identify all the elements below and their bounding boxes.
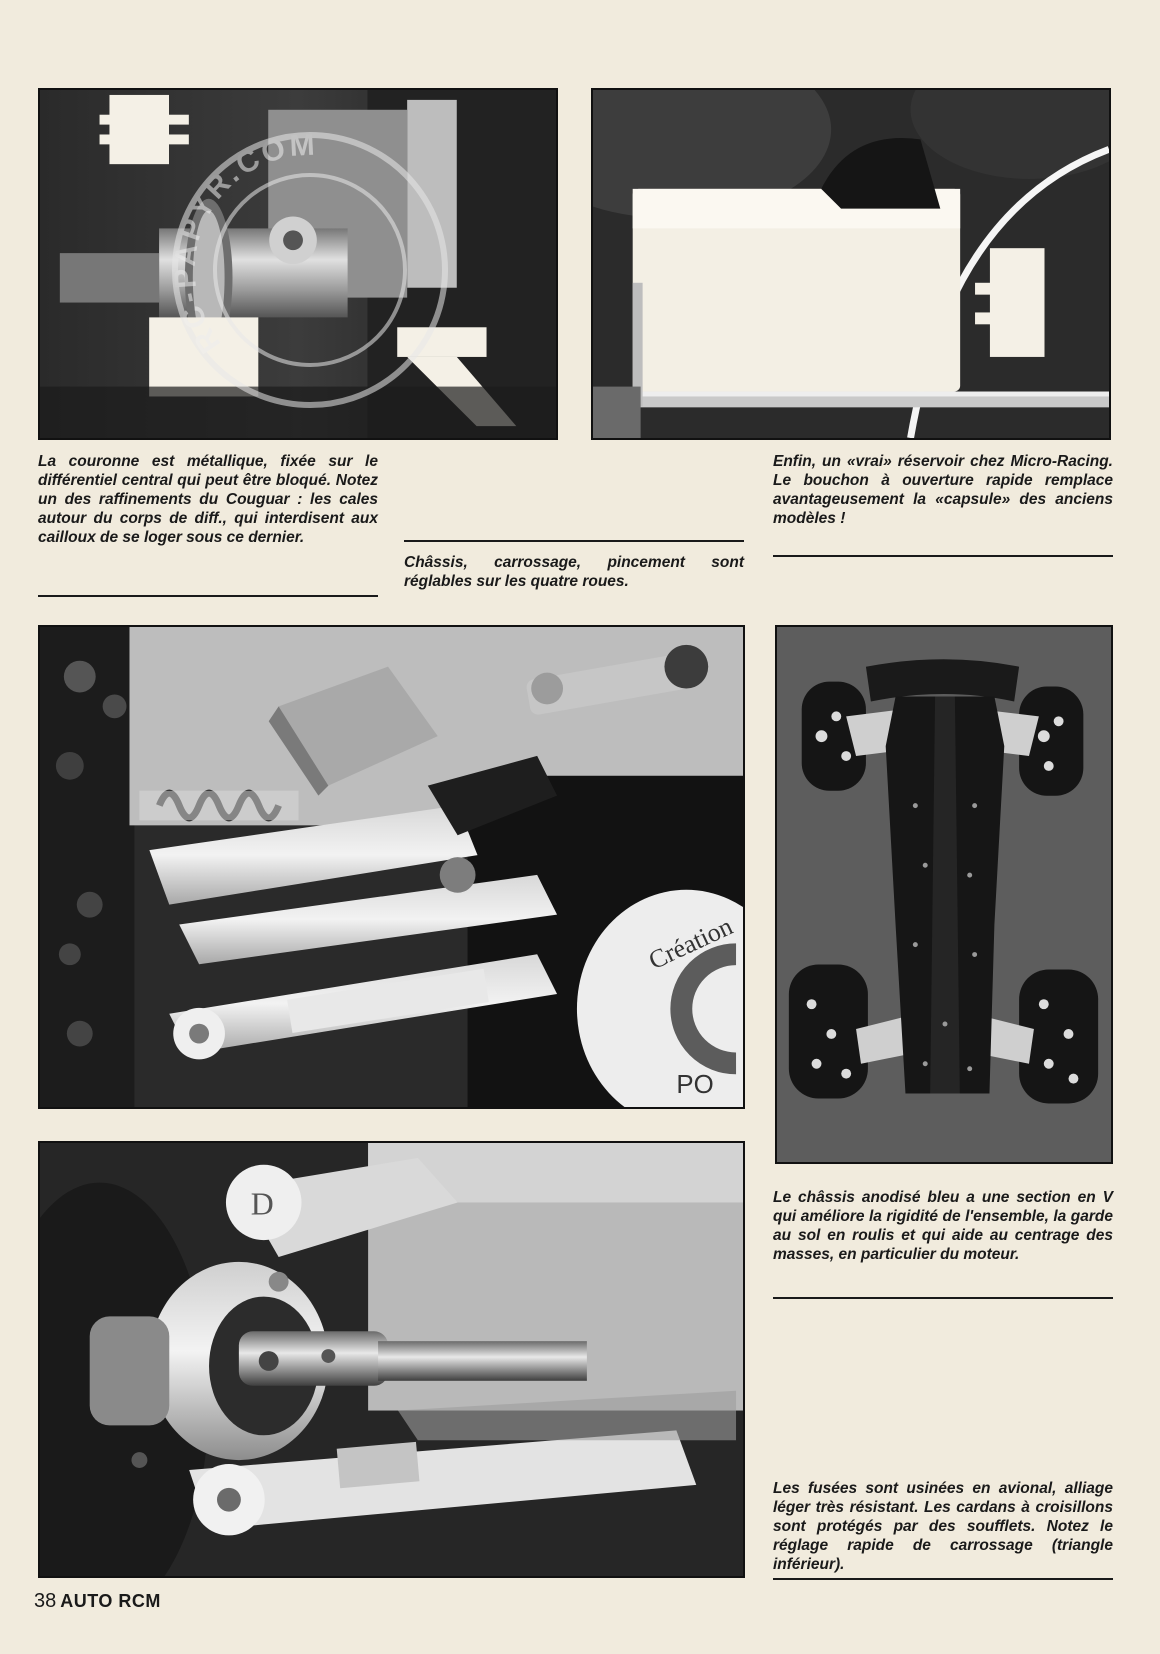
rule-chassis-reglages bbox=[404, 540, 744, 542]
photo-suspension bbox=[38, 625, 745, 1109]
rule-reservoir bbox=[773, 555, 1113, 557]
photo-differential bbox=[38, 88, 558, 440]
caption-chassis-anodise: Le châssis anodisé bleu a une section en V qui améliore la rigidité de l'ensemble, la garde au sol en roulis et qui aide au centrage des masses, en particulier du moteur. bbox=[773, 1189, 1113, 1263]
photo-fuel-tank bbox=[591, 88, 1111, 440]
photo-buggy-top-view bbox=[775, 625, 1113, 1164]
page-footer bbox=[34, 1590, 161, 1613]
rule-chassis-anodise bbox=[773, 1297, 1113, 1299]
disc-letters-text: PO bbox=[676, 1071, 714, 1100]
caption-chassis-reglages: Châssis, carrossage, pincement sont réglables sur les quatre roues. bbox=[404, 554, 744, 590]
photo-stub-axle bbox=[38, 1141, 745, 1578]
magazine-name: AUTO RCM bbox=[60, 1591, 161, 1611]
caption-reservoir: Enfin, un «vrai» réservoir chez Micro-Racing. Le bouchon à ouverture rapide remplace avantageusement la «capsule» des anciens modèles ! bbox=[773, 453, 1113, 527]
caption-fusees: Les fusées sont usinées en avional, alliage léger très résistant. Les cardans à croisillons sont protégés par des soufflets. Notez le réglage rapide de carrossage (triangle inférieur). bbox=[773, 1480, 1113, 1573]
rule-fusees bbox=[773, 1578, 1113, 1580]
page-number: 38 bbox=[34, 1590, 57, 1612]
watermark-text: RC-PAPYR.COM bbox=[168, 128, 319, 359]
rule-couronne bbox=[38, 595, 378, 597]
disc-label-text: Création bbox=[644, 911, 737, 976]
hub-letter-text: D bbox=[250, 1186, 274, 1222]
caption-couronne: La couronne est métallique, fixée sur le différentiel central qui peut être bloqué. Notez un des raffinements du Couguar : les cales autour du corps de diff., qui interdisent aux cailloux de se loger sous ce dernier. bbox=[38, 453, 378, 546]
